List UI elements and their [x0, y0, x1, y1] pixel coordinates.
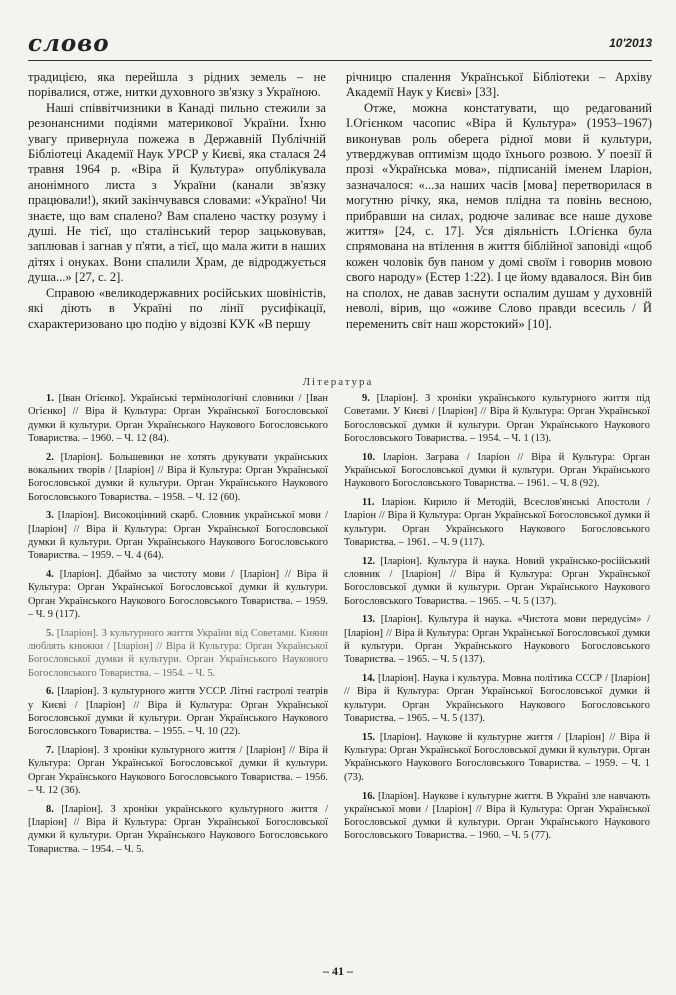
- page-number: – 41 –: [323, 964, 353, 978]
- reference-item: 15. [Іларіон]. Наукове й культурне життя / [Іларіон] // Віра й Культура: Орган Української Богословської думки й культури. Орган Українського Наукового Богословського Товариства. – 1959. – Ч. 1 (73).: [344, 731, 650, 783]
- reference-item: 13. [Іларіон]. Культура й наука. «Чистота мови передусім» / [Іларіон] // Віра й Культура: Орган Української Богословської думки й культури. Орган Українського Наукового Богословського Товариства. – 1965. – Ч. 5 (137).: [344, 614, 650, 666]
- reference-item: 1. [Іван Огієнко]. Українські термінологічні словники / [Іван Огієнко] // Віра й Культура: Орган Української Богословської думки й культури. Орган Українського Наукового Богословського Товариства. – 1960. – Ч. 12 (84).: [28, 393, 328, 444]
- page-header: [28, 30, 652, 64]
- reference-item: 8. [Іларіон]. З хроніки українського культурного життя / [Іларіон] // Віра й Культура: Орган Української Богословської думки й культури. Орган Українського Наукового Богословського Товариства. – 1954. – Ч. 5.: [28, 803, 328, 855]
- header-rule: [28, 60, 652, 61]
- reference-item: 16. [Іларіон]. Наукове і культурне життя. В Україні зле навчають української мови / [Іларіон] // Віра й Культура: Орган Української Богословської думки й культури. Орган Українського Наукового Богословського Товариства. – 1960. – Ч. 5 (77).: [344, 790, 650, 842]
- body-column-right: [346, 70, 652, 332]
- reference-item: 4. [Іларіон]. Дбаймо за чистоту мови / [Іларіон] // Віра й Культура: Орган Української Богословської думки й культури. Орган Українського Наукового Богословського Товариства. – 1959. – Ч. 9 (117).: [28, 569, 328, 620]
- reference-item: 2. [Іларіон]. Большевики не хотять друкувати українських вокальних творів / [Іларіон] // Віра й Культура: Орган Української Богословської думки й культури. Орган Українського Наукового Богословського Товариства. – 1958. – Ч. 12 (60).: [28, 451, 328, 503]
- paragraph: Наші співвітчизники в Канаді пильно стежили за резонансними подіями материкової України. Їхню увагу привернула пожежа в Державній Публічній Бібліотеці Академії Наук УРСР у Києві, яка сталася 24 травня 1964 р. «Віра й Культура» опублікувала анонімного листа з України (канали зв'язку працювали!), який закінчувався словами: «Україно! Чи знаєте, що вам спалено? Вам спалено частку розуму і душі. Не тієї, що сталінський терор зацьковував, заплював і загнав у п'яти, а тієї, що мала жити в наших дітях і онуках. Вони спалили Храм, де відроджується душа...» [27, с. 2].: [28, 100, 326, 285]
- reference-item: 10. Іларіон. Заграва / Іларіон // Віра й Культура: Орган Української Богословської думки й культури. Орган Українського Наукового Богословського Товариства. – 1961. – Ч. 8 (92).: [344, 451, 650, 490]
- reference-item: 7. [Іларіон]. З хроніки культурного життя / [Іларіон] // Віра й Культура: Орган Української Богословської думки й культури. Орган Українського Наукового Богословського Товариства. – 1956. – Ч. 12 (36).: [28, 745, 328, 797]
- reference-item: 9. [Іларіон]. З хроніки українського культурного життя під Советами. У Києві / [Іларіон] // Віра й Культура: Орган Української Богословської думки й культури. Орган Українського Наукового Богословського Товариства. – 1954. – Ч. 1 (13).: [344, 393, 650, 444]
- body-column-left: [28, 70, 326, 332]
- reference-item: 6. [Іларіон]. З культурного життя УССР. Літні гастролі театрів у Києві / [Іларіон] // Віра й Культура: Орган Української Богословської думки й культури. Орган Українського Наукового Богословського Товариства. – 1955. – Ч. 10 (22).: [28, 686, 328, 738]
- reference-item: 11. Іларіон. Кирило й Методій, Всеслов'янські Апостоли / Іларіон // Віра й Культура: Орган Української Богословської думки й культури. Орган Українського Наукового Богословського Товариства. – 1961. – Ч. 9 (117).: [344, 497, 650, 548]
- reference-item: 14. [Іларіон]. Наука і культура. Мовна політика СССР / [Іларіон] // Віра й Культура: Орган Української Богословської думки й культури. Орган Українського Наукового Богословського Товариства. – 1965. – Ч. 5 (137).: [344, 673, 650, 725]
- reference-item: 5. [Іларіон]. З культурного життя України від Советами. Кияни люблять книжки / [Іларіон] // Віра й Культура: Орган Української Богословської думки й культури. Орган Українського Наукового Богословського Товариства. – 1954. – Ч. 5.: [28, 627, 328, 679]
- references-right: [344, 392, 650, 848]
- reference-item: 12. [Іларіон]. Культура й наука. Новий українсько-російський словник / [Іларіон] // Віра й Культура: Орган Української Богословської думки й культури. Орган Українського Наукового Богословського Товариства. – 1965. – Ч. 5 (137).: [344, 555, 650, 607]
- journal-logo: слово: [28, 30, 110, 57]
- literature-heading: Література: [302, 376, 374, 388]
- paragraph: Справою «великодержавних російських шовіністів, які діють в Україні по лінії русифікації, схарактеризовано цю подію у відозві КУК «В першу: [28, 285, 326, 331]
- issue-number: 10'2013: [609, 36, 652, 50]
- reference-item: 3. [Іларіон]. Високоцінний скарб. Словник української мови / [Іларіон] // Віра й Культура: Орган Української Богословської думки й культури. Орган Українського Наукового Богословського Товариства. – 1959. – Ч. 4 (64).: [28, 510, 328, 562]
- paragraph: річницю спалення Української Бібліотеки – Архіву Академії Наук у Києві» [33].: [346, 70, 652, 100]
- references-left: [28, 392, 328, 862]
- paragraph: традицією, яка перейшла з рідних земель – не порівалися, отже, нитки духовного зв'язку з Україною.: [28, 70, 326, 100]
- paragraph: Отже, можна констатувати, що редагований І.Огієнком часопис «Віра й Культура» (1953–1967) виконував роль оберега рідної мови й культури, утверджував оптимізм щодо їхнього розвою. У поезії й прозі «Українська мова», підписаній іменем Іларіон, зазначалося: «...за наших часів [мова] перетворилася в могутню річку, яка, немов плідна та повінь весною, прибравши на силах, родюче заливає все наше духове життя» [24, с. 17]. Уся діяльність І.Огієнка була спрямована на втілення в життя біблійної заповіді «щоб кожен чоловік був паном у домі своїм і говорив мовою свого народу» (Естер 1:22). І це йому вдавалося. Він бив на сполох, не давав заснути оспалим душам у духовній неволі, вірив, що «оживе Слово правди всесиль / Й переменить світ наш жорстокий» [10].: [346, 100, 652, 331]
